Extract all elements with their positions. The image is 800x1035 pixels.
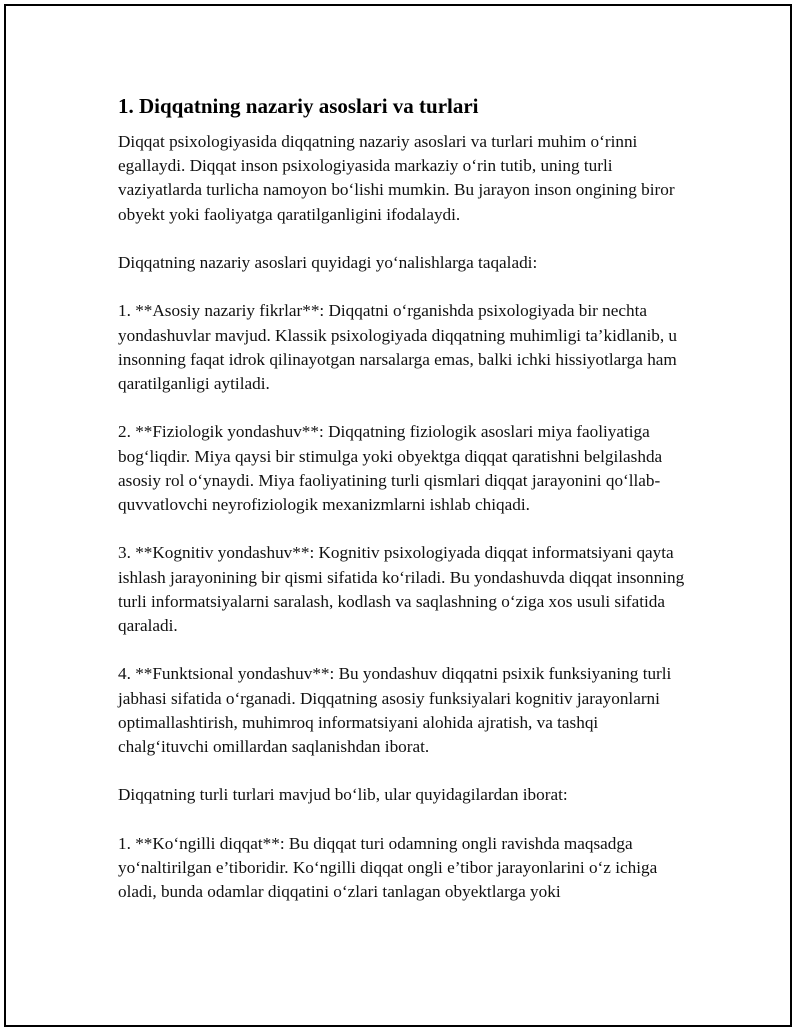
section-heading: 1. Diqqatning nazariy asoslari va turlari xyxy=(118,94,479,118)
theory-item-3: 3. **Kognitiv yondashuv**: Kognitiv psixologiyada diqqat informatsiyani qayta ishlash jarayonining bir qismi sifatida ko‘riladi. Bu yondashuvda diqqat insonning turli informatsiyalarni saralash, kodlash va saqlashning o‘ziga xos usuli sifatida qaraladi. xyxy=(118,543,685,635)
intro-paragraph: Diqqat psixologiyasida diqqatning nazariy asoslari va turlari muhim o‘rinni egallaydi. Diqqat inson psixologiyasida markaziy o‘rin tutib, uning turli vaziyatlarda turlicha namoyon bo‘lishi mumkin. Bu jarayon inson ongining biror obyekt yoki faoliyatga qaratilganligini ifodalaydi. xyxy=(118,132,675,224)
theory-item-4: 4. **Funktsional yondashuv**: Bu yondashuv diqqatni psixik funksiyaning turli jabhasi sifatida o‘rganadi. Diqqatning asosiy funksiyalari kognitiv jarayonlarni optimallashtirish, muhimroq informatsiyani alohida ajratish, va tashqi chalg‘ituvchi omillardan saqlanishdan iborat. xyxy=(118,664,672,756)
types-intro-paragraph: Diqqatning turli turlari mavjud bo‘lib, ular quyidagilardan iborat: xyxy=(118,785,568,805)
type-item-1: 1. **Ko‘ngilli diqqat**: Bu diqqat turi odamning ongli ravishda maqsadga yo‘naltirilgan e’tiboridir. Ko‘ngilli diqqat ongli e’tibor jarayonlarini o‘z ichiga oladi, bunda odamlar diqqatini o‘zlari tanlagan obyektlarga yoki xyxy=(118,833,658,902)
theory-item-2: 2. **Fiziologik yondashuv**: Diqqatning fiziologik asoslari miya faoliyatiga bog‘liqdir. Miya qaysi bir stimulga yoki obyektga diqqat qaratishni belgilashda asosiy rol o‘ynaydi. Miya faoliyatining turli qismlari diqqat jarayonini qo‘llab-quvvatlovchi neyrofiziologik mexanizmlarni ishlab chiqadi. xyxy=(118,422,663,514)
document-body xyxy=(118,92,688,904)
theory-item-1: 1. **Asosiy nazariy fikrlar**: Diqqatni o‘rganishda psixologiyada bir nechta yondashuvlar mavjud. Klassik psixologiyada diqqatning muhimligi ta’kidlanib, u insonning faqat idrok qilinayotgan narsalarga emas, balki ichki hissiyotlarga ham qaratilganligi aytiladi. xyxy=(118,301,678,393)
theory-intro-paragraph: Diqqatning nazariy asoslari quyidagi yo‘nalishlarga taqaladi: xyxy=(118,253,538,272)
